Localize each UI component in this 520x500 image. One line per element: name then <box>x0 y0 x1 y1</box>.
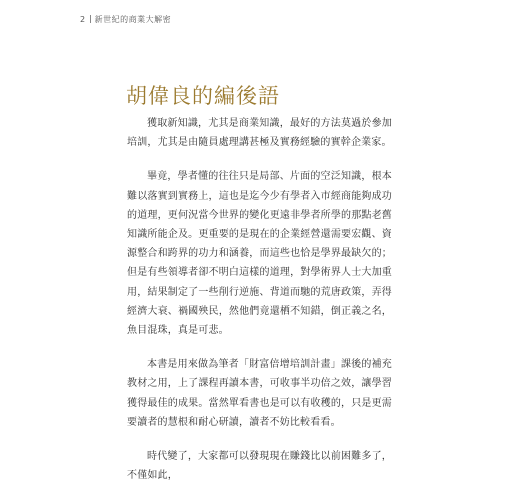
header-divider <box>90 15 91 23</box>
paragraph-times-changed: 時代變了，大家都可以發現現在賺錢比以前困難多了，不僅如此， <box>127 451 392 482</box>
paragraph-scholars: 畢竟，學者懂的往往只是局部、片面的空泛知識，根本難以落實到實務上，這也是迄今少有學者入市經商能夠成功的道理，更何況當今世界的變化更遠非學者所學的那點老舊知識所能企及。更重要的是現在的企業經營還需要宏觀、資源整合和跨界的功力和涵養，而這些也恰是學界最缺欠的；但是有些領導者卻不明白這樣的道理，對學術界人士大加重用，結果制定了一些削行逆施、背道而馳的荒唐政策，弄得經濟大衰、禍國殃民，然他們竟還栖不知錯，倒正義之名，魚目混珠，真是可悲。 <box>127 171 392 337</box>
paragraph-book-purpose: 本書是用來做為筆者「財富倍增培訓計畫」課後的補充教材之用，上了課程再讀本書，可收事半功倍之效，讓學習獲得最佳的成果。當然單看書也是可以有收穫的，只是更需要讀者的慧根和耐心研讀，讀者不妨比較看看。 <box>127 359 392 428</box>
running-title: 新世紀的商業大解密 <box>94 15 172 24</box>
paragraph-intro: 獲取新知識，尤其是商業知識，最好的方法莫過於參加培訓，尤其是由隨員處理講甚極及實務經驗的實幹企業家。 <box>127 118 392 149</box>
body-text <box>127 114 392 500</box>
running-header <box>80 14 171 25</box>
page-number: 2 <box>80 15 86 24</box>
chapter-title: 胡偉良的編後語 <box>126 84 280 108</box>
